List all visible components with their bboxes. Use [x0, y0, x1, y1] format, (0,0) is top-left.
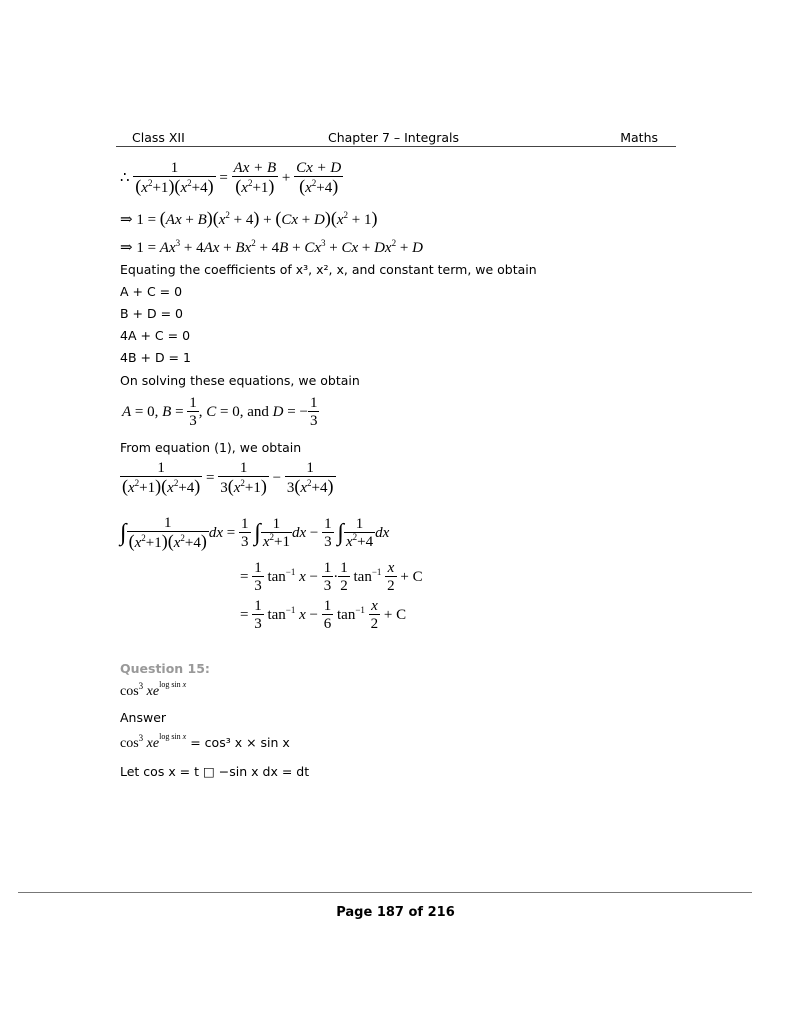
integral-step-3: = $\frac{1}{3}$ $\tan^{-1} x$ − $\frac{1}{6}$ $\tan^{-1}$ $\frac{x}{2}$ + C — [240, 598, 407, 632]
system-eq-2: B + D = 0 — [120, 306, 183, 321]
answer-label: Answer — [120, 710, 167, 725]
system-eq-4: 4B + D = 1 — [120, 350, 191, 365]
solving-text: On solving these equations, we obtain — [120, 373, 360, 388]
solution-values: A = 0, B = $\frac{1}{3}$ , C = 0, and D = − $\frac{1}{3}$ — [122, 395, 318, 429]
system-eq-3: 4A + C = 0 — [120, 328, 191, 343]
header-chapter: Chapter 7 – Integrals — [328, 130, 460, 145]
system-eq-1: A + C = 0 — [120, 284, 183, 299]
from-equation-text: From equation (1), we obtain — [120, 440, 302, 455]
answer-line-2: Let cos x = t □ −sin x dx = dt — [120, 764, 310, 779]
header-class: Class XII — [132, 130, 185, 145]
footer-divider — [18, 892, 752, 893]
answer-line-1: $\cos^3 xe^{log sin x} = \cos^3$ x × sin x — [120, 732, 290, 751]
partial-fraction-result: $\frac{1}{(x^2+1)(x^2+4)}$ = $\frac{1}{3(x^2+1)}$ − $\frac{1}{3(x^2+4)}$ — [122, 460, 334, 496]
header-subject: Maths — [620, 130, 658, 145]
question-expression: $\cos^3 xe^{log sin x}$ — [120, 680, 187, 699]
page-header — [116, 130, 676, 147]
page-number: Page 187 of 216 — [336, 905, 455, 920]
equation-expanded-identity: ⇒ $1 = (Ax + B)(x^2 + 4) + (Cx + D)(x^2 + 1)$ — [120, 208, 378, 228]
integral-step-2: = $\frac{1}{3}$ $\tan^{-1} x$ − $\frac{1}{3}$ · $\frac{1}{2}$ $\tan^{-1}$ $\frac{x}{2}$ + C — [240, 560, 423, 594]
question-title: Question 15: — [120, 661, 210, 676]
equating-coefficients-text: Equating the coefficients of x³, x², x, and constant term, we obtain — [120, 262, 537, 277]
equation-polynomial-expansion: ⇒ $1 = Ax^3 + 4Ax + Bx^2 + 4B + Cx^3 + Cx + Dx^2 + D$ — [120, 238, 423, 256]
equation-partial-fraction-setup: ∴ $\frac{1}{(x^2+1)(x^2+4)}$ = $\frac{Ax + B}{(x^2+1)}$ + $\frac{Cx + D}{(x^2+4)}$ — [120, 160, 342, 196]
integral-step-1: ∫ $\frac{1}{(x^2+1)(x^2+4)}$ dx = $\frac{1}{3}$ ∫ $\frac{1}{x^2+1}$ dx − $\frac{1}{3}$ ∫ $\frac{1}{x^2+4}$ dx — [120, 515, 390, 551]
